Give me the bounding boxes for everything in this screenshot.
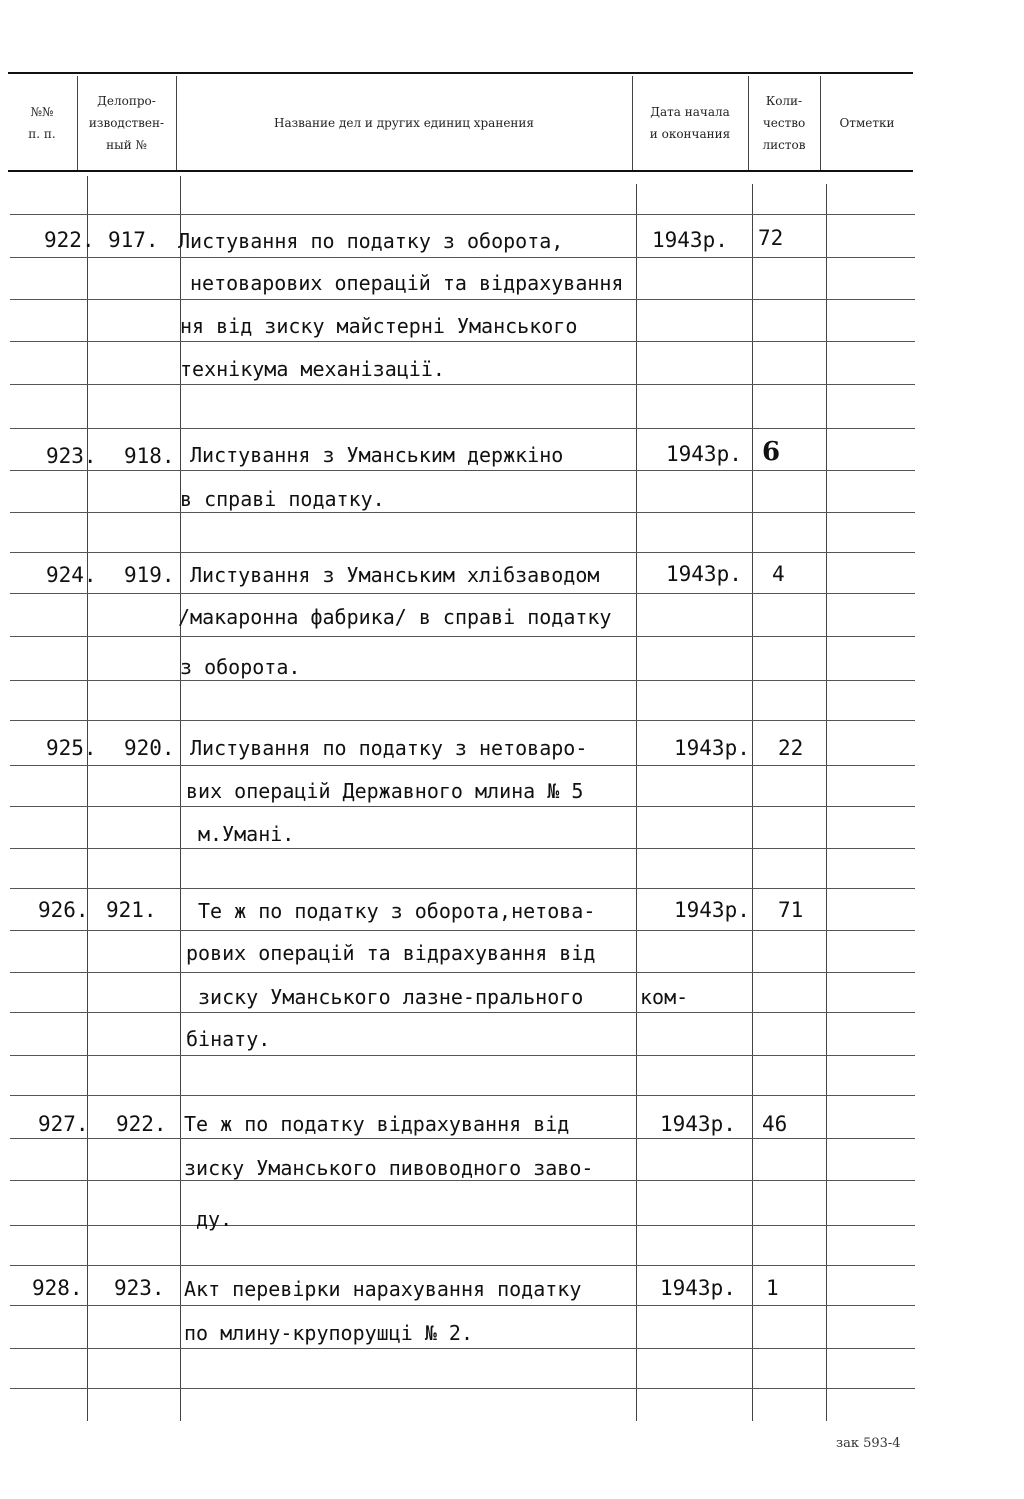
ruled-line bbox=[10, 1265, 915, 1266]
title-line: Листування з Уманським держкіно bbox=[190, 443, 564, 467]
record-number: 921. bbox=[106, 898, 157, 922]
ruled-line bbox=[10, 1055, 915, 1056]
ruled-line bbox=[10, 720, 915, 721]
ruled-line bbox=[10, 341, 915, 342]
ruled-line bbox=[10, 1012, 915, 1013]
ruled-line bbox=[10, 1305, 915, 1306]
ruled-line bbox=[10, 1180, 915, 1181]
header-col-title: Название дел и других единиц хранения bbox=[273, 116, 534, 130]
sheet-count: 22 bbox=[778, 736, 804, 760]
item-number: 922. bbox=[44, 228, 95, 252]
title-line: Те ж по податку з оборота,нетова- bbox=[198, 899, 596, 923]
title-line-continuation: ком- bbox=[640, 985, 689, 1009]
sheet-count: 72 bbox=[758, 226, 784, 250]
title-line: Листування з Уманським хлібзаводом bbox=[190, 563, 600, 587]
item-number: 923. bbox=[46, 444, 97, 468]
title-line: з оборота. bbox=[180, 655, 301, 679]
title-line: Листування по податку з оборота, bbox=[178, 229, 564, 253]
date-range: 1943р. bbox=[674, 898, 750, 922]
sheet-count: 1 bbox=[766, 1276, 779, 1300]
header-col-dates: Дата начала и окончания bbox=[649, 105, 731, 141]
item-number: 926. bbox=[38, 898, 89, 922]
date-range: 1943р. bbox=[660, 1276, 736, 1300]
column-line bbox=[826, 184, 827, 1421]
record-number: 919. bbox=[124, 563, 175, 587]
title-line: нетоварових операцій та відрахування bbox=[190, 271, 624, 295]
record-number: 923. bbox=[114, 1276, 165, 1300]
column-line bbox=[752, 184, 753, 1421]
item-number: 927. bbox=[38, 1112, 89, 1136]
ruled-line bbox=[10, 428, 915, 429]
ruled-line bbox=[10, 1388, 915, 1389]
title-line: /макаронна фабрика/ в справі податку bbox=[178, 605, 612, 629]
date-range: 1943р. bbox=[666, 442, 742, 466]
header-col-notes: Отметки bbox=[839, 116, 895, 130]
ruled-line bbox=[10, 888, 915, 889]
record-number: 920. bbox=[124, 736, 175, 760]
ruled-line bbox=[10, 257, 915, 258]
sheet-count: 4 bbox=[772, 562, 785, 586]
title-line: зиску Уманського лазне-прального bbox=[198, 985, 584, 1009]
ruled-line bbox=[10, 1095, 915, 1096]
item-number: 925. bbox=[46, 736, 97, 760]
date-range: 1943р. bbox=[652, 228, 728, 252]
title-line: Акт перевірки нарахування податку bbox=[184, 1277, 582, 1301]
ruled-line bbox=[10, 1138, 915, 1139]
title-line: Те ж по податку відрахування від bbox=[184, 1112, 570, 1136]
ruled-line bbox=[10, 636, 915, 637]
title-line: в справі податку. bbox=[180, 487, 385, 511]
title-line: ду. bbox=[196, 1207, 233, 1231]
title-line: вих операцій Державного млина № 5 bbox=[186, 779, 584, 803]
ruled-line bbox=[10, 806, 915, 807]
column-line bbox=[87, 176, 88, 1421]
header-bottom-border bbox=[8, 170, 913, 172]
record-number: 918. bbox=[124, 444, 175, 468]
ruled-line bbox=[10, 1225, 915, 1226]
ruled-line bbox=[10, 552, 915, 553]
title-line: бінату. bbox=[186, 1027, 271, 1051]
record-number: 917. bbox=[108, 228, 159, 252]
ruled-line bbox=[10, 299, 915, 300]
header-top-border bbox=[8, 72, 913, 74]
sheet-count: 6 bbox=[762, 437, 781, 467]
ruled-line bbox=[10, 512, 915, 513]
ruled-line bbox=[10, 1348, 915, 1349]
title-line: зиску Уманського пивоводного заво- bbox=[184, 1156, 594, 1180]
title-line: по млину-крупорушці № 2. bbox=[184, 1321, 473, 1345]
ruled-line bbox=[10, 680, 915, 681]
date-range: 1943р. bbox=[666, 562, 742, 586]
title-line: м.Умані. bbox=[198, 822, 295, 846]
ruled-line bbox=[10, 765, 915, 766]
ruled-line bbox=[10, 214, 915, 215]
ruled-line bbox=[10, 972, 915, 973]
header-col-number: №№ п. п. bbox=[28, 105, 56, 141]
ruled-line bbox=[10, 470, 915, 471]
ruled-line bbox=[10, 593, 915, 594]
title-line: ня від зиску майстерні Уманського bbox=[180, 314, 578, 338]
sheet-count: 46 bbox=[762, 1112, 788, 1136]
item-number: 928. bbox=[32, 1276, 83, 1300]
title-line: рових операцій та відрахування від bbox=[186, 941, 596, 965]
ruled-line bbox=[10, 930, 915, 931]
title-line: Листування по податку з нетоваро- bbox=[190, 736, 588, 760]
print-order-mark: зак 593-4 bbox=[836, 1436, 901, 1451]
header-col-sheet-count: Коли- чество листов bbox=[762, 94, 806, 152]
sheet-count: 71 bbox=[778, 898, 804, 922]
ruled-line bbox=[10, 384, 915, 385]
item-number: 924. bbox=[46, 563, 97, 587]
record-number: 922. bbox=[116, 1112, 167, 1136]
ruled-line bbox=[10, 848, 915, 849]
column-line bbox=[636, 184, 637, 1421]
header-col-record-number: Делопро- изводствен- ный № bbox=[88, 94, 165, 152]
date-range: 1943р. bbox=[660, 1112, 736, 1136]
date-range: 1943р. bbox=[674, 736, 750, 760]
title-line: технікума механізації. bbox=[180, 357, 445, 381]
